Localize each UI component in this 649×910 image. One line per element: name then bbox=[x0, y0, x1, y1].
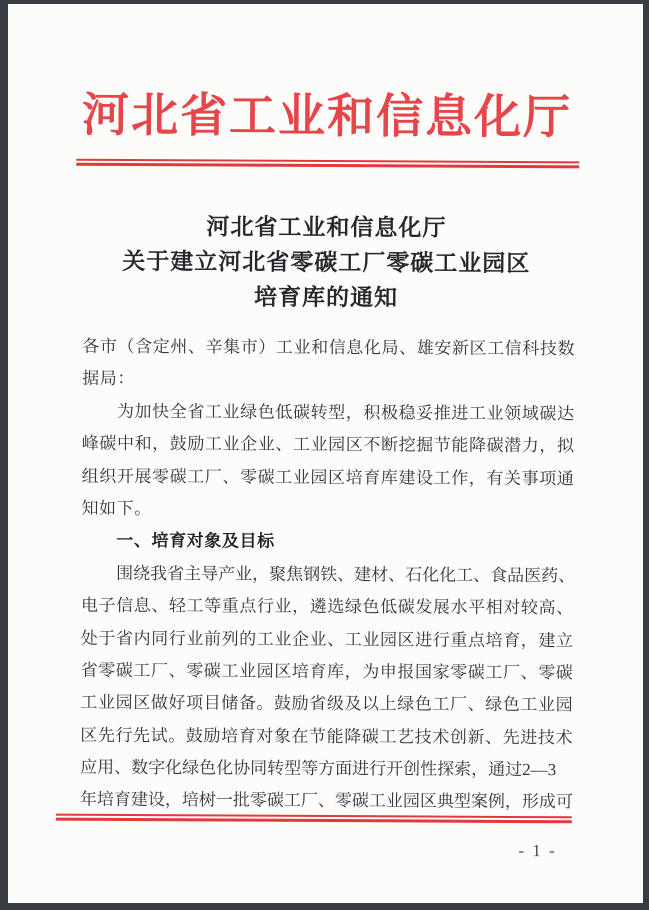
divider-thick-line bbox=[56, 818, 572, 824]
scanned-content bbox=[8, 4, 643, 903]
document-title-line: 关于建立河北省零碳工厂零碳工业园区 bbox=[122, 248, 531, 277]
document-title bbox=[8, 208, 643, 316]
body-line: 处于省内同行业前列的工业企业、工业园区进行重点培育，建立 bbox=[80, 628, 574, 650]
document-page bbox=[8, 4, 643, 903]
body-line: 电子信息、轻工等重点行业，遴选绿色低碳发展水平相对较高、 bbox=[80, 595, 574, 618]
page-number: - 1 - bbox=[518, 841, 557, 861]
document-body bbox=[80, 331, 587, 819]
body-line: 应用、数字化绿色化协同转型等方面进行开创性探索，通过2—3 bbox=[80, 757, 557, 780]
body-line: 省零碳工厂、零碳工业园区培育库，为申报国家零碳工厂、零碳 bbox=[80, 660, 574, 683]
body-line: 工业园区做好项目储备。鼓励省级及以上绿色工厂、绿色工业园 bbox=[80, 693, 574, 715]
body-line: 据局： bbox=[82, 369, 136, 389]
body-line: 为加快全省工业绿色低碳转型，积极稳妥推进工业领域碳达 bbox=[116, 401, 575, 424]
document-title-line: 培育库的通知 bbox=[254, 284, 399, 311]
document-title-line: 河北省工业和信息化厅 bbox=[206, 214, 447, 241]
body-line: 组织开展零碳工厂、零碳工业园区培育库建设工作，有关事项通 bbox=[81, 466, 575, 488]
letterhead-divider bbox=[76, 159, 579, 169]
footer-divider bbox=[56, 814, 572, 824]
body-line: 围绕我省主导产业，聚焦钢铁、建材、石化化工、食品医药、 bbox=[116, 563, 576, 586]
body-line: 一、培育对象及目标 bbox=[116, 531, 275, 552]
body-line: 区先行先试。鼓励培育对象在节能降碳工艺技术创新、先进技术 bbox=[80, 725, 574, 747]
body-line: 年培育建设，培树一批零碳工厂、零碳工业园区典型案例，形成可 bbox=[79, 790, 573, 812]
letterhead-agency-title: 河北省工业和信息化厅 bbox=[81, 89, 573, 145]
body-line: 各市（含定州、辛集市）工业和信息化局、雄安新区工信科技数 bbox=[82, 336, 576, 359]
divider-thick-line bbox=[76, 163, 579, 169]
body-line: 知如下。 bbox=[81, 498, 152, 519]
body-line: 峰碳中和，鼓励工业企业、工业园区不断挖掘节能降碳潜力，拟 bbox=[81, 433, 575, 456]
